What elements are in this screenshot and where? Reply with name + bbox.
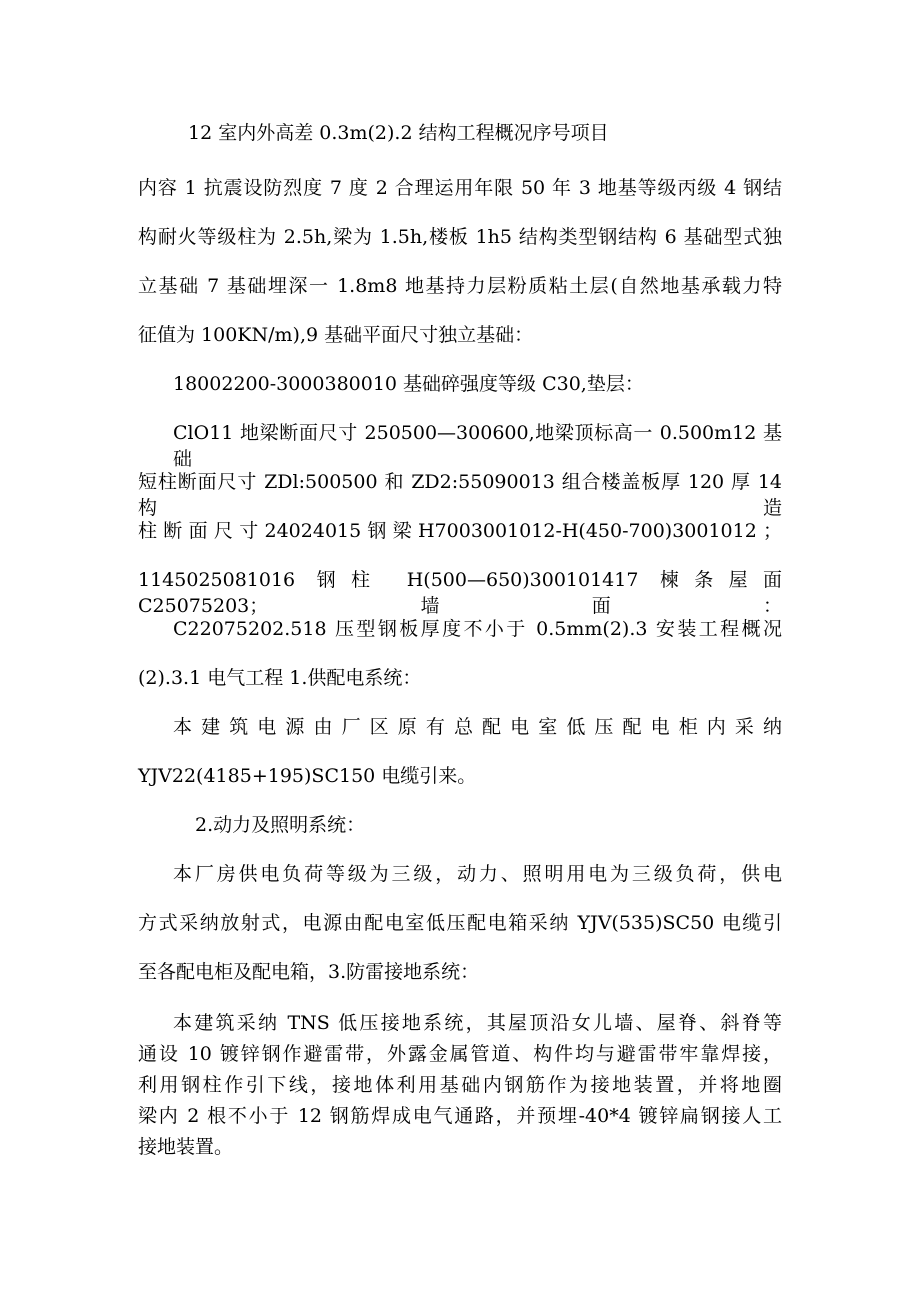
- text-line: 本建筑采纳 TNS 低压接地系统，其屋顶沿女儿墙、屋脊、斜脊等: [173, 1012, 782, 1034]
- text-line: 12 室内外高差 0.3m(2).2 结构工程概况序号项目: [188, 122, 609, 144]
- text-line: 18002200-3000380010 基础碎强度等级 C30,垫层：: [173, 373, 644, 395]
- text-line: (2).3.1 电气工程 1.供配电系统：: [138, 667, 422, 689]
- text-line: 征值为 100KN∕m),9 基础平面尺寸独立基础：: [138, 324, 534, 346]
- text-line: 通设 10 镀锌钢作避雷带，外露金属管道、构件均与避雷带牢靠焊接，: [138, 1043, 782, 1065]
- text-line: C22075202.518 压型钢板厚度不小于 0.5mm(2).3 安装工程概况: [173, 618, 782, 640]
- text-line: 梁内 2 根不小于 12 钢筋焊成电气通路，并预埋-40*4 镀锌扁钢接人工: [138, 1105, 782, 1127]
- text-line: 至各配电柜及配电箱，3.防雷接地系统：: [138, 961, 480, 983]
- text-line: 立基础 7 基础埋深一 1.8m8 地基持力层粉质粘土层(自然地基承载力特: [138, 275, 782, 297]
- text-line: 1145025081016 钢柱 H(500—650)300101417 楝条屋面 C25075203；墙面：: [138, 569, 782, 617]
- text-line: 本 建 筑 电 源 由 厂 区 原 有 总 配 电 室 低 压 配 电 柜 内 采 纳: [173, 716, 782, 738]
- text-line: 短柱断面尺寸 ZDl:500500 和 ZD2:55090013 组合楼盖板厚 120 厚 14 构造: [138, 471, 782, 519]
- text-line: 柱 断 面 尺 寸 24024015 钢 梁 H7003001012-H(450-700)3001012 ；: [138, 520, 782, 542]
- text-line: YJV22(4185+195)SC150 电缆引来。: [138, 765, 477, 787]
- text-line: ClO11 地梁断面尺寸 250500—300600,地梁顶标高一 0.500m12 基础: [173, 422, 782, 470]
- text-line: 内容 1 抗震设防烈度 7 度 2 合理运用年限 50 年 3 地基等级丙级 4 钢结: [138, 177, 782, 199]
- text-line: 构耐火等级柱为 2.5h,梁为 1.5h,楼板 1h5 结构类型钢结构 6 基础型式独: [138, 226, 782, 248]
- text-line: 方式采纳放射式，电源由配电室低压配电箱采纳 YJV(535)SC50 电缆引: [138, 912, 782, 934]
- text-line: 接地装置。: [138, 1136, 234, 1158]
- text-line: 本厂房供电负荷等级为三级，动力、照明用电为三级负荷，供电: [173, 863, 782, 885]
- text-line: 利用钢柱作引下线，接地体利用基础内钢筋作为接地装置，并将地圈: [138, 1074, 782, 1096]
- text-line: 2.动力及照明系统：: [195, 814, 366, 836]
